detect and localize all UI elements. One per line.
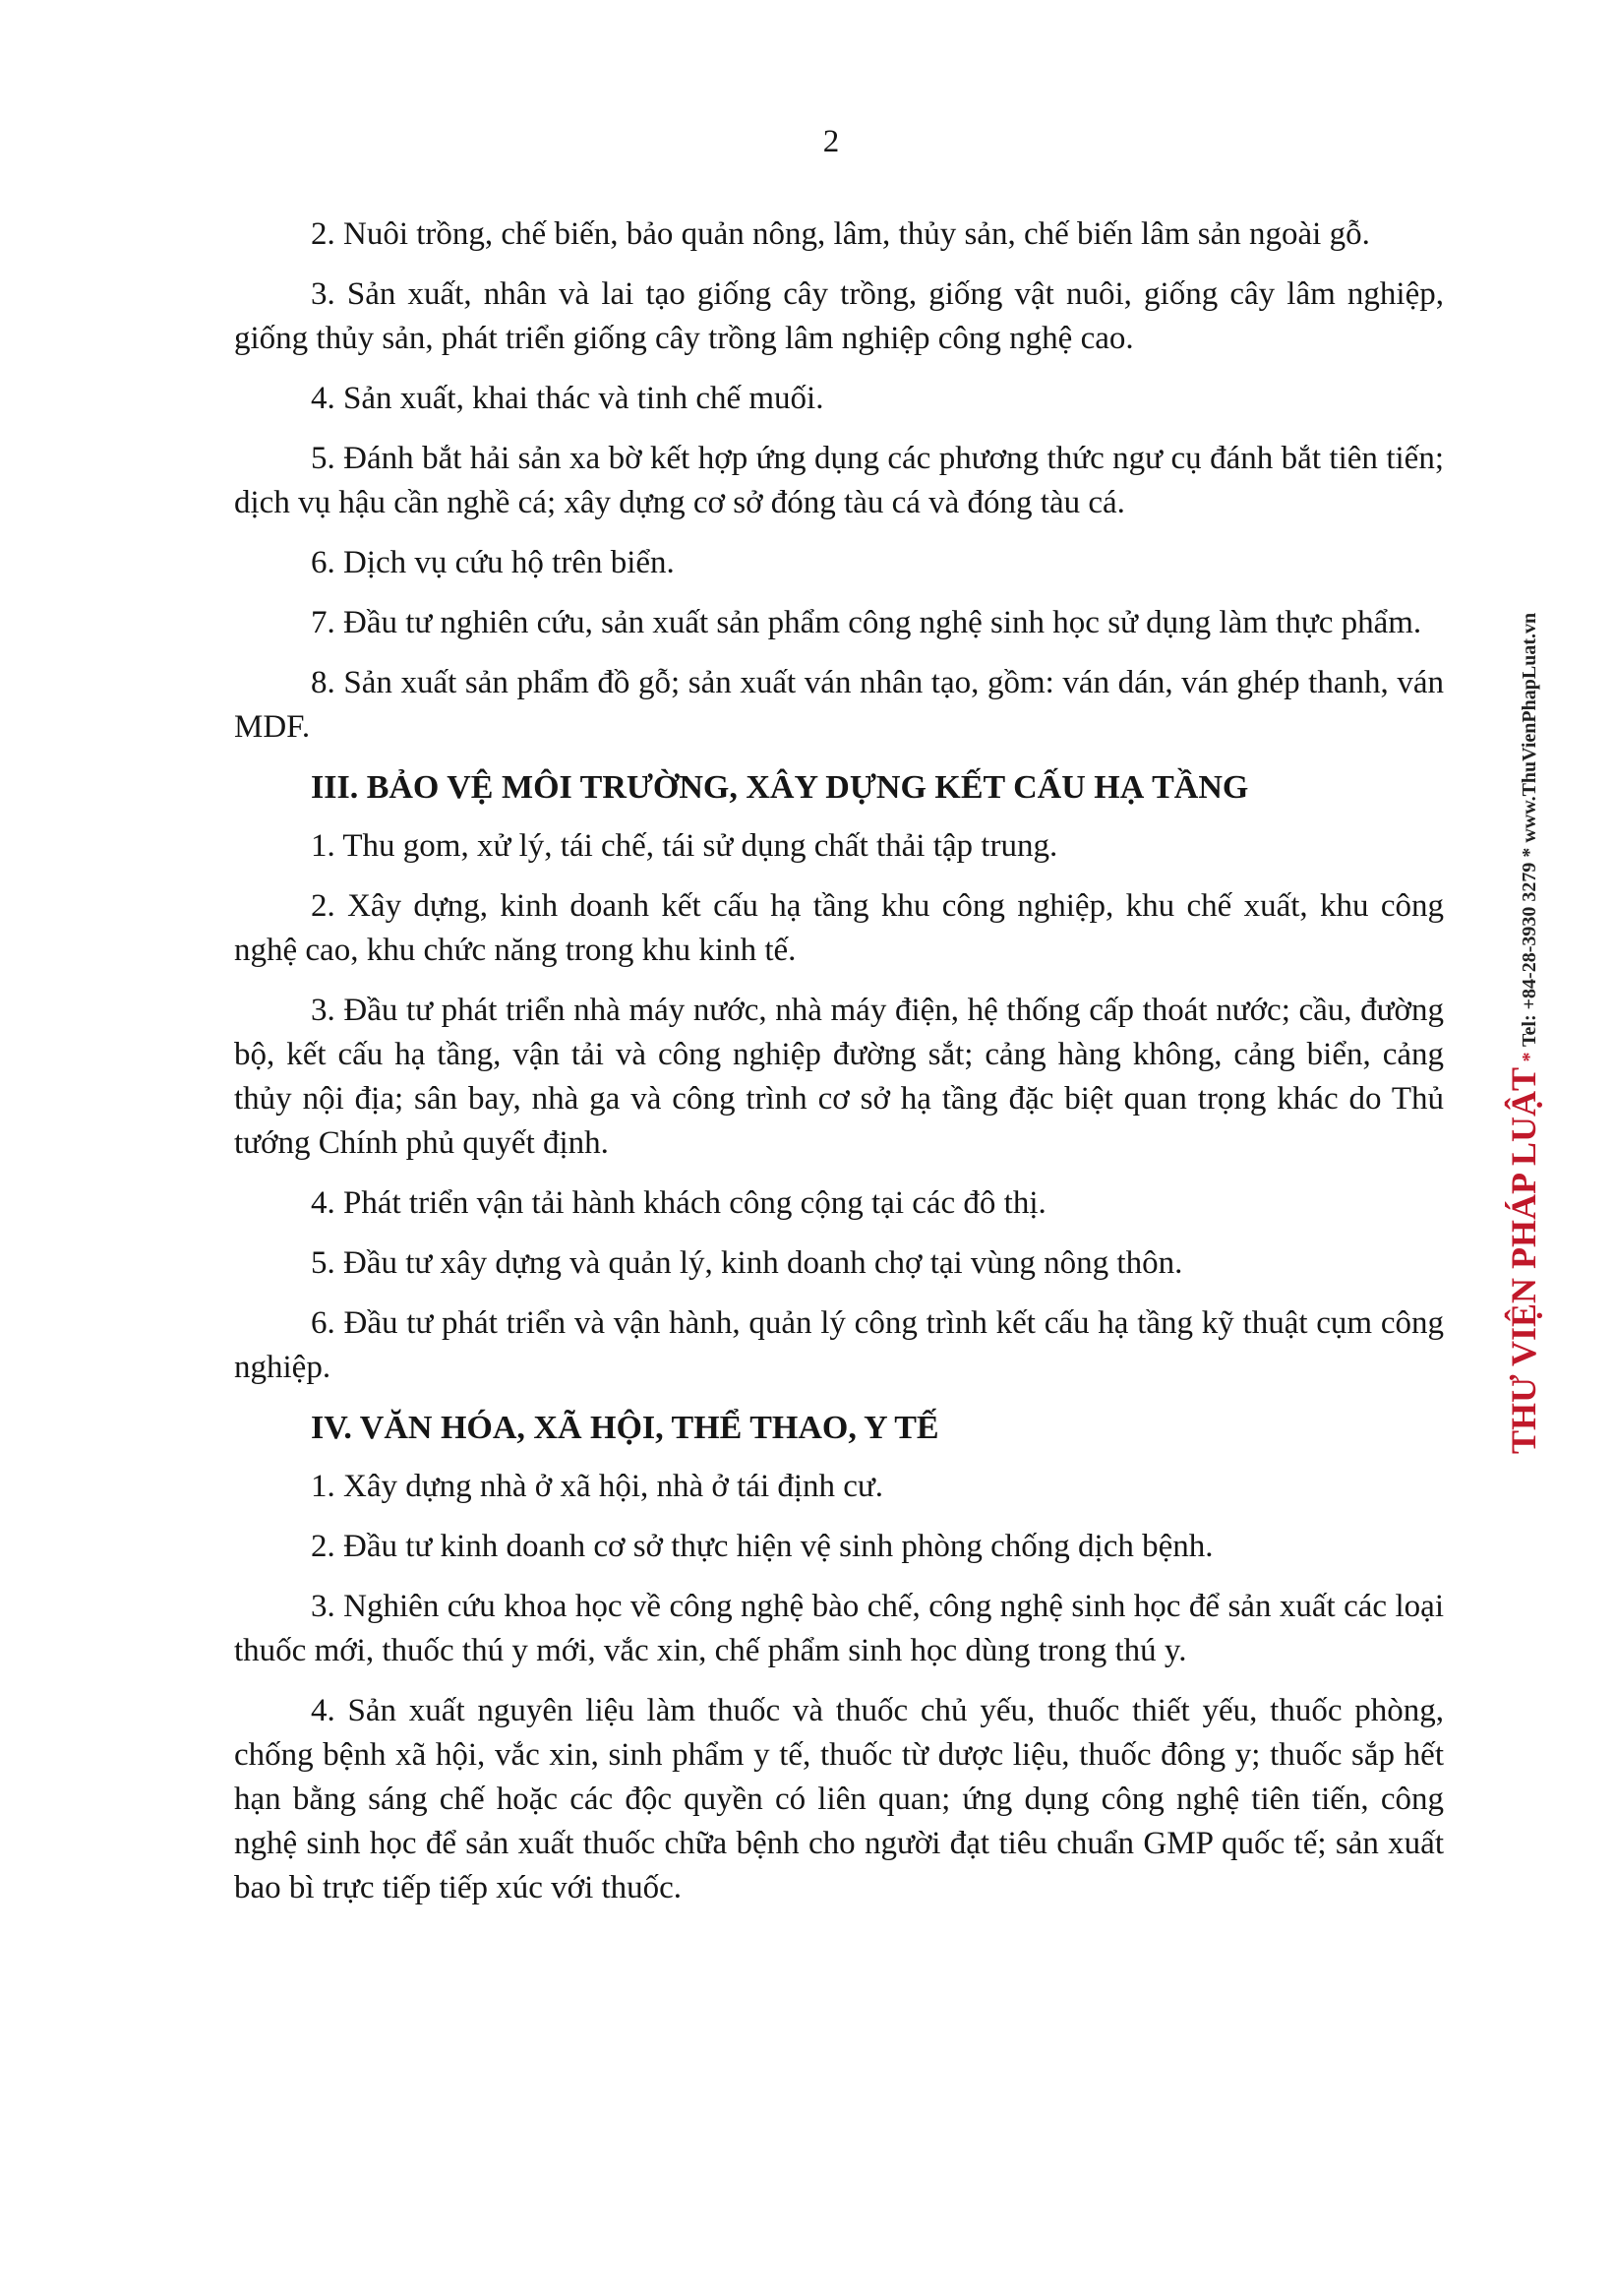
paragraph-iii-1: 1. Thu gom, xử lý, tái chế, tái sử dụng chất thải tập trung.	[311, 828, 1058, 864]
section-heading-iii: III. BẢO VỆ MÔI TRƯỜNG, XÂY DỰNG KẾT CẤU HẠ TẦNG	[311, 769, 1249, 806]
paragraph-iv-4: 4. Sản xuất nguyên liệu làm thuốc và thuốc chủ yếu, thuốc thiết yếu, thuốc phòng, chống bệnh xã hội, vắc xin, sinh phẩm y tế, thuốc từ dược liệu, thuốc đông y; thuốc sắp hết hạn bằng sáng chế hoặc các độc quyền có liên quan; ứng dụng công nghệ tiên tiến, công nghệ sinh học để sản xuất thuốc chữa bệnh cho người đạt tiêu chuẩn GMP quốc tế; sản xuất bao bì trực tiếp tiếp xúc với thuốc.	[234, 1693, 1444, 1905]
watermark-contact: Tel: +84-28-3930 3279 * www.ThuVienPhapLuat.vn	[1519, 612, 1540, 1047]
paragraph-item-7: 7. Đầu tư nghiên cứu, sản xuất sản phẩm công nghệ sinh học sử dụng làm thực phẩm.	[311, 605, 1422, 640]
paragraph-iii-6: 6. Đầu tư phát triển và vận hành, quản lý công trình kết cấu hạ tầng kỹ thuật cụm công nghiệp.	[234, 1305, 1444, 1385]
paragraph-iii-3: 3. Đầu tư phát triển nhà máy nước, nhà máy điện, hệ thống cấp thoát nước; cầu, đường bộ, kết cấu hạ tầng, vận tải và công nghiệp đường sắt; cảng hàng không, cảng biển, cảng thủy nội địa; sân bay, nhà ga và công trình cơ sở hạ tầng đặc biệt quan trọng khác do Thủ tướng Chính phủ quyết định.	[234, 993, 1444, 1161]
side-watermark	[1503, 613, 1544, 1454]
document-body	[234, 212, 1444, 1926]
paragraph-iv-1: 1. Xây dựng nhà ở xã hội, nhà ở tái định cư.	[311, 1469, 884, 1504]
watermark-brand: THƯ VIỆN PHÁP LUẬT	[1504, 1066, 1543, 1454]
paragraph-iv-3: 3. Nghiên cứu khoa học về công nghệ bào chế, công nghệ sinh học để sản xuất các loại thuốc mới, thuốc thú y mới, vắc xin, chế phẩm sinh học dùng trong thú y.	[234, 1589, 1444, 1668]
paragraph-item-5: 5. Đánh bắt hải sản xa bờ kết hợp ứng dụng các phương thức ngư cụ đánh bắt tiên tiến; dịch vụ hậu cần nghề cá; xây dựng cơ sở đóng tàu cá và đóng tàu cá.	[234, 441, 1444, 520]
section-heading-iv: IV. VĂN HÓA, XÃ HỘI, THỂ THAO, Y TẾ	[311, 1410, 939, 1446]
paragraph-item-8: 8. Sản xuất sản phẩm đồ gỗ; sản xuất ván nhân tạo, gồm: ván dán, ván ghép thanh, ván MDF.	[234, 665, 1444, 745]
paragraph-item-2: 2. Nuôi trồng, chế biến, bảo quản nông, lâm, thủy sản, chế biến lâm sản ngoài gỗ.	[311, 216, 1370, 252]
paragraph-iii-5: 5. Đầu tư xây dựng và quản lý, kinh doanh chợ tại vùng nông thôn.	[311, 1245, 1183, 1281]
paragraph-item-3: 3. Sản xuất, nhân và lai tạo giống cây trồng, giống vật nuôi, giống cây lâm nghiệp, giống thủy sản, phát triển giống cây trồng lâm nghiệp công nghệ cao.	[234, 276, 1444, 356]
paragraph-iii-2: 2. Xây dựng, kinh doanh kết cấu hạ tầng khu công nghiệp, khu chế xuất, khu công nghệ cao, khu chức năng trong khu kinh tế.	[234, 888, 1444, 968]
paragraph-iii-4: 4. Phát triển vận tải hành khách công cộng tại các đô thị.	[311, 1185, 1047, 1221]
paragraph-item-6: 6. Dịch vụ cứu hộ trên biển.	[311, 545, 675, 580]
paragraph-item-4: 4. Sản xuất, khai thác và tinh chế muối.	[311, 381, 824, 416]
watermark-separator: *	[1519, 1052, 1540, 1062]
page-number: 2	[822, 124, 840, 159]
paragraph-iv-2: 2. Đầu tư kinh doanh cơ sở thực hiện vệ sinh phòng chống dịch bệnh.	[311, 1529, 1214, 1564]
